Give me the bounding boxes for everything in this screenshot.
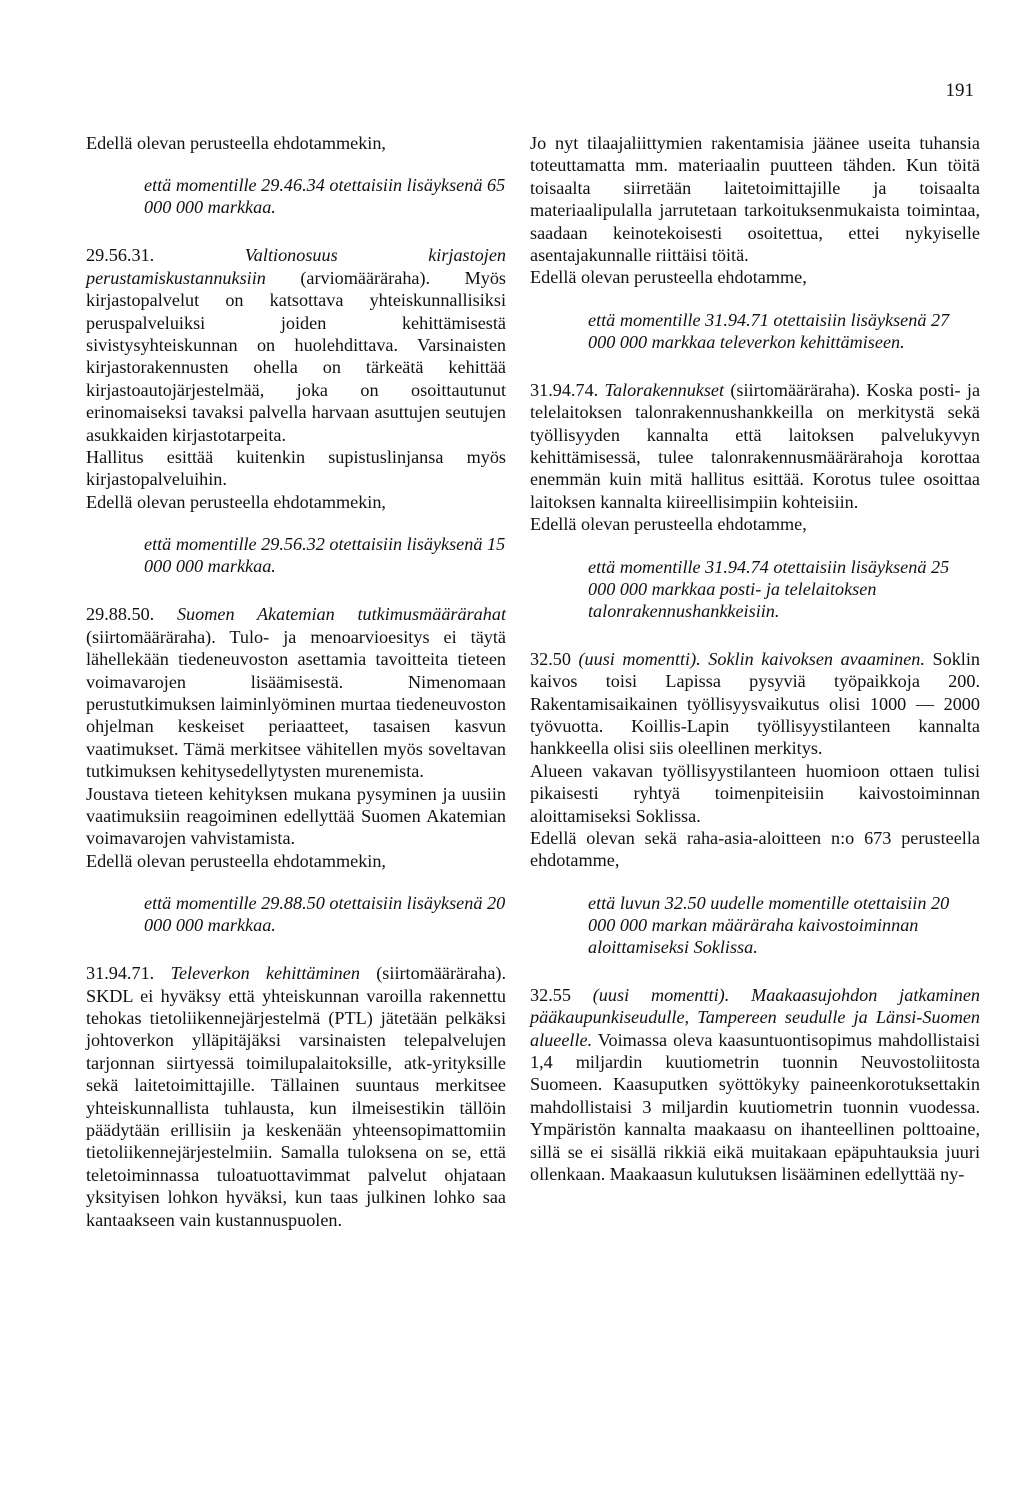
- paragraph: Edellä olevan perusteella ehdotamme,: [530, 267, 807, 288]
- section-title: Televerkon kehittäminen: [170, 963, 360, 984]
- section-number: 29.56.31.: [86, 245, 155, 266]
- paragraph: Jo nyt tilaajaliittymien rakentamisia jäänee useita tuhansia toteuttamatta mm. materiaalin puutteen tähden. Kun töitä toisaalta siirretään laitetoimittajille ja toisaalta materiaalipulalla jarrutetaan tarkoituksenmukaista toimintaa, saadaan keinotekoisesti osoitettua, ettei nykyiselle asentajakunnalle riittäisi töitä.: [530, 133, 980, 266]
- right-column: [530, 132, 980, 1185]
- section-paragraph: [86, 962, 506, 1231]
- paragraph: Edellä olevan sekä raha-asia-aloitteen n:o 673 perusteella ehdotamme,: [530, 827, 980, 871]
- proposal: että momentille 31.94.71 otettaisiin lisäyksenä 27 000 000 markkaa televerkon kehittämiseen.: [588, 309, 950, 352]
- section-text: (arviomääräraha). Myös kirjastopalvelut on katsottava yhteiskunnallisiksi peruspalveluiksi joiden kehittämisestä sivistysyhteiskunnan on huolehdittava. Varsinaisten kirjastorakennusten ohella on tärkeätä kehittää kirjastoautojärjestelmää, joka on osoittautunut erinomaiseksi tavaksi palvella harvaan asuttujen seutujen asukkaiden kirjastotarpeita.: [86, 267, 507, 445]
- paragraph: Edellä olevan perusteella ehdotammekin,: [86, 850, 386, 871]
- section-paragraph: [530, 379, 980, 513]
- section-number: 29.88.50.: [86, 604, 155, 625]
- section-text: (siirtomääräraha). Koska posti- ja telelaitoksen talonrakennushankkeilla on merkitystä sekä työllisyyden kannalta että laitoksen palvelukyvyn kehittämisessä, tulee talonrakennusmäärärahoja korottaa enemmän kuin mitä hallitus esittää. Korotus tulee osoittaa laitoksen kannalta kiireellisimpiin kohteisiin.: [530, 379, 981, 512]
- section-title: (uusi momentti). Soklin kaivoksen avaaminen.: [578, 648, 925, 669]
- proposal: että momentille 29.56.32 otettaisiin lisäyksenä 15 000 000 markkaa.: [144, 534, 506, 577]
- section-text: Soklin kaivos toisi Lapissa pysyviä työpaikkoja 200. Rakentamisaikainen työllisyysvaikutus olisi 1000 — 2000 työvuotta. Koillis-Lapin työllisyystilanteen kannalta hankkeella olisi siis oleellinen merkitys.: [530, 648, 980, 759]
- section-paragraph: [530, 648, 980, 760]
- section-number: 31.94.74.: [530, 379, 599, 400]
- paragraph: Edellä olevan perusteella ehdotammekin,: [86, 133, 386, 153]
- page-number: 191: [945, 80, 974, 101]
- section-text: Voimassa oleva kaasuntuontisopimus mahdollistaisi 1,4 miljardin kuutiometrin tuonnin Neuvostoliitosta Suomeen. Kaasuputken syöttökyky paineenkorotuksettakin mahdollistaisi 3 miljardin kuutiometrin tuonnin vuodessa. Ympäristön kannalta maakaasu on ihanteellinen polttoaine, sillä se ei sisällä rikkiä eikä muitakaan epäpuhtauksia juuri ollenkaan. Maakaasun kulutuksen lisääminen edellyttää ny-: [530, 1029, 980, 1184]
- paragraph: Joustava tieteen kehityksen mukana pysyminen ja uusiin vaatimuksiin reagoiminen edellyttää Suomen Akatemian voimavarojen vahvistamista.: [86, 783, 506, 849]
- proposal: että luvun 32.50 uudelle momentille otettaisiin 20 000 000 markan määräraha kaivostoiminnan aloittamiseksi Soklissa.: [588, 892, 950, 957]
- section-title: Talorakennukset: [604, 379, 725, 400]
- section-title: (uusi momentti). Maakaasujohdon jatkaminen pääkaupunkiseudulle, Tampereen seudulle ja Länsi-Suomen alueelle.: [530, 984, 980, 1050]
- section-title: Valtionosuus kirjastojen perustamiskustannuksiin: [86, 245, 506, 288]
- section-title: Suomen Akatemian tutkimusmäärärahat: [176, 604, 506, 625]
- section-text: (siirtomääräraha). SKDL ei hyväksy että yhteiskunnan varoilla rakennettu tehokas tietoliikennejärjestelmä (PTL) jätetään pelkäksi johtoverkon ylläpitäjäksi varsinaisten telepalvelujen tarjonnan siirtyessä toimilupalaitoksille, atk-yrityksille sekä laitetoimittajille. Tällainen suuntaus merkitsee yhteiskunnallista tuhlausta, kun ilmeisestikin tällöin päädytään erillisiin ja keskenään yhteensopimattomiin tietoliikennejärjestelmiin. Samalla tuloksena on se, että teletoiminnassa tuloatuottavimmat palvelut ohjataan yksityisen lohkon hyväksi, kun taas julkinen lohko saa kantaakseen vain kustannuspuolen.: [86, 963, 507, 1230]
- paragraph: Hallitus esittää kuitenkin supistuslinjansa myös kirjastopalveluihin.: [86, 447, 506, 490]
- paragraph: Alueen vakavan työllisyystilanteen huomioon ottaen tulisi pikaisesti ryhtyä toimenpiteisiin kaivostoiminnan aloittamiseksi Soklissa.: [530, 760, 980, 826]
- section-number: 32.50: [530, 648, 571, 669]
- left-column: [86, 132, 506, 1231]
- section-number: 31.94.71.: [86, 963, 155, 984]
- section-paragraph: [86, 603, 506, 782]
- paragraph: Edellä olevan perusteella ehdotamme,: [530, 514, 807, 535]
- section-number: 32.55: [530, 984, 571, 1005]
- proposal: että momentille 29.88.50 otettaisiin lisäyksenä 20 000 000 markkaa.: [144, 893, 506, 936]
- section-paragraph: [86, 244, 506, 446]
- section-paragraph: [530, 984, 980, 1186]
- paragraph: Edellä olevan perusteella ehdotammekin,: [86, 491, 386, 512]
- proposal: että momentille 31.94.74 otettaisiin lisäyksenä 25 000 000 markkaa posti- ja telelaitoksen talonrakennushankkeisiin.: [588, 556, 950, 621]
- section-text: (siirtomääräraha). Tulo- ja menoarvioesitys ei täytä lähellekään tiedeneuvoston asettamia tavoitteita tieteen voimavarojen lisäämisestä. Nimenomaan perustutkimuksen laiminlyöminen murtaa tiedeneuvoston ohjelman keskeiset periaatteet, tasaisen kasvun vaatimukset. Tämä merkitsee vähitellen myös soveltavan tutkimuksen kehitysedellytysten murenemista.: [86, 626, 506, 782]
- proposal: että momentille 29.46.34 otettaisiin lisäyksenä 65 000 000 markkaa.: [144, 175, 506, 218]
